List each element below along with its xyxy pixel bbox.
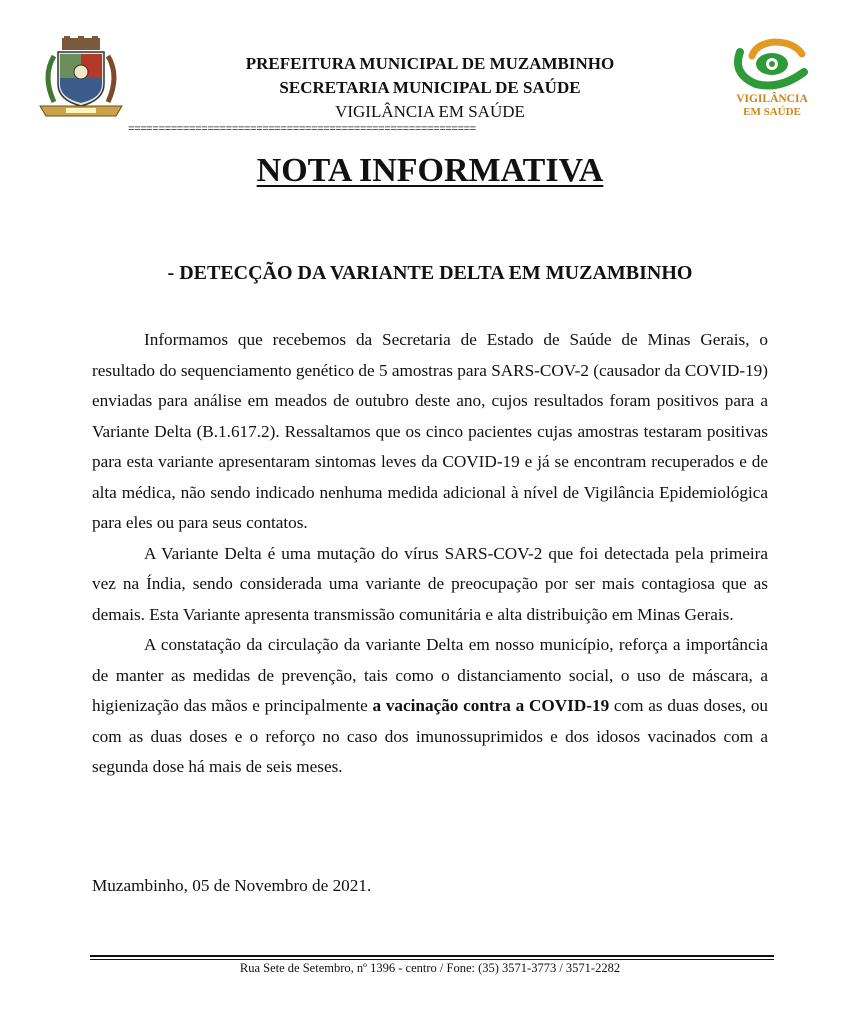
paragraph-3-emphasis: a vacinação contra a COVID-19 bbox=[372, 696, 610, 715]
logo-text-em-saude: EM SAÚDE bbox=[743, 106, 801, 118]
vigilancia-em-saude-logo-icon bbox=[722, 36, 822, 126]
document-subtitle: - DETECÇÃO DA VARIANTE DELTA EM MUZAMBINHO bbox=[167, 262, 693, 284]
document-body bbox=[92, 325, 768, 783]
paragraph-3-text-a: A constatação da circulação da variante Delta em nosso município, reforça a importância de manter as medidas de prevenção, tais como o distanciamento social, o uso de máscara, a higienização das mãos e principalmente bbox=[92, 635, 768, 715]
document-title-container bbox=[0, 152, 860, 190]
document-header bbox=[0, 0, 860, 145]
footer-rule-thin bbox=[90, 959, 774, 960]
paragraph-3 bbox=[92, 630, 768, 783]
document-title: NOTA INFORMATIVA bbox=[256, 152, 604, 189]
paragraph-2: A Variante Delta é uma mutação do vírus SARS-COV-2 que foi detectada pela primeira vez na Índia, sendo considerada uma variante de preocupação por ser mais contagiosa que as demais. Esta Variante apresenta transmissão comunitária e alta distribuição em Minas Gerais. bbox=[92, 543, 768, 624]
coat-of-arms-icon bbox=[36, 36, 126, 120]
department-name: VIGILÂNCIA EM SAÚDE bbox=[335, 102, 525, 121]
logo-text-vigilancia: VIGILÂNCIA bbox=[736, 93, 808, 105]
header-separator: ========================================================= bbox=[128, 124, 476, 136]
prefecture-name: PREFEITURA MUNICIPAL DE MUZAMBINHO bbox=[245, 54, 615, 73]
footer-address: Rua Sete de Setembro, nº 1396 - centro / Fone: (35) 3571-3773 / 3571-2282 bbox=[239, 961, 621, 975]
paragraph-3-text-b: com as duas doses, ou com as duas doses e o reforço no caso dos imunossuprimidos e dos idosos vacinados com a segunda dose há mais de seis meses. bbox=[92, 696, 769, 776]
institution-heading bbox=[170, 52, 690, 124]
paragraph-1: Informamos que recebemos da Secretaria de Estado de Saúde de Minas Gerais, o resultado do sequenciamento genético de 5 amostras para SARS-COV-2 (causador da COVID-19) enviadas para análise em meados de outubro deste ano, cujos resultados foram positivos para a Variante Delta (B.1.617.2). Ressaltamos que os cinco pacientes cujas amostras testaram positivas para esta variante apresentaram sintomas leves da COVID-19 e já se encontram recuperados e de alta médica, não sendo indicado nenhuma medida adicional à nível de Vigilância Epidemiológica para eles ou para seus contatos. bbox=[92, 330, 768, 532]
document-date: Muzambinho, 05 de Novembro de 2021. bbox=[92, 876, 372, 895]
secretariat-name: SECRETARIA MUNICIPAL DE SAÚDE bbox=[279, 78, 581, 97]
footer-rule bbox=[90, 955, 774, 957]
